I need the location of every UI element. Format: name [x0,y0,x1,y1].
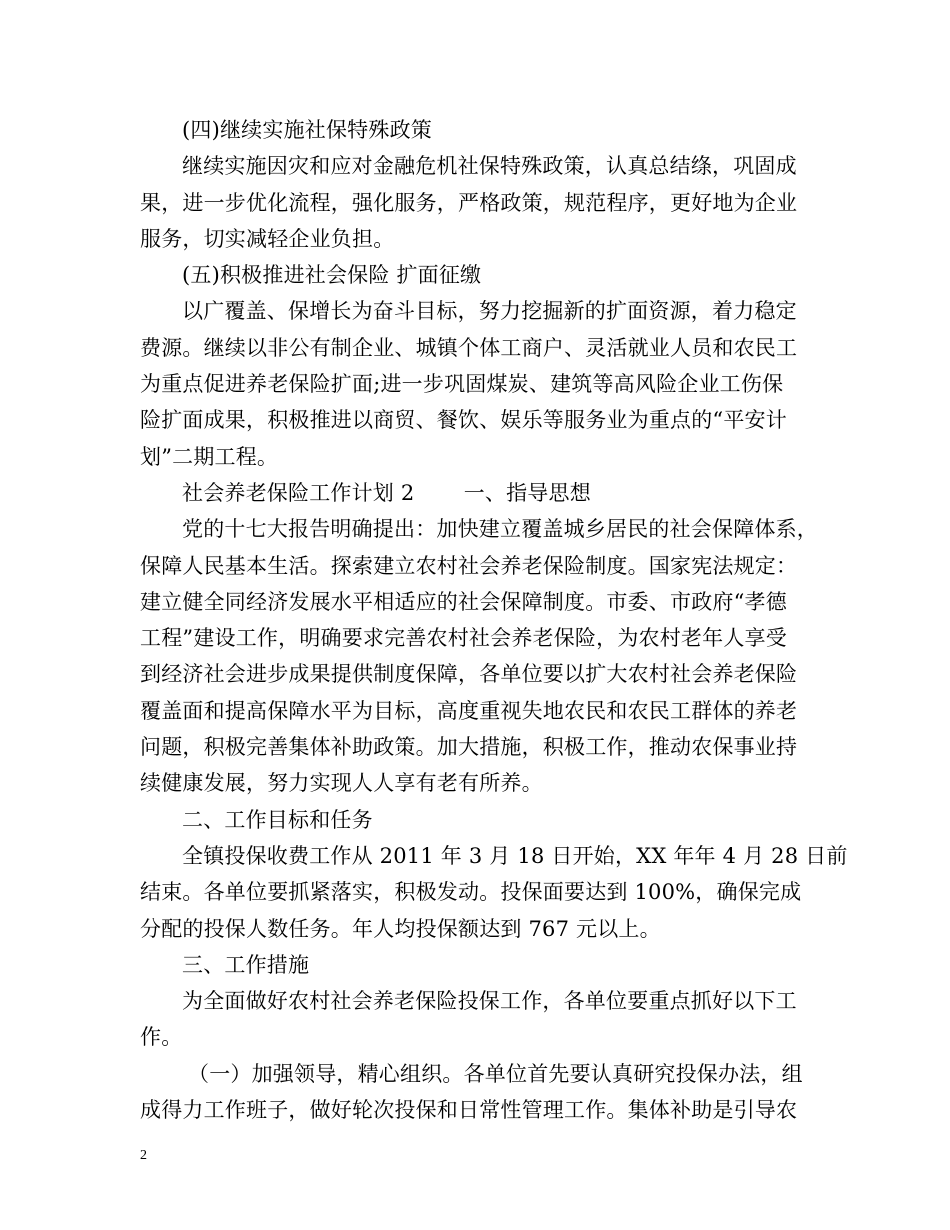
section-heading: 二、工作目标和任务 [182,807,373,832]
paragraph-line: 划”二期工程。 [140,444,279,469]
paragraph-line: 分配的投保人数任务。年人均投保额达到 767 元以上。 [140,916,661,941]
paragraph-line: 覆盖面和提高保障水平为目标，高度重视失地农民和农民工群体的养老 [140,698,798,723]
paragraph-line: 成得力工作班子，做好轮次投保和日常性管理工作。集体补助是引导农 [140,1098,798,1123]
paragraph-line: 险扩面成果，积极推进以商贸、餐饮、娱乐等服务业为重点的“平安计 [140,408,787,433]
paragraph-line: 问题，积极完善集体补助政策。加大措施，积极工作，推动农保事业持 [140,735,798,760]
paragraph-line: 建立健全同经济发展水平相适应的社会保障制度。市委、市政府“孝德 [140,589,787,614]
paragraph-line: 续健康发展，努力实现人人享有老有所养。 [140,771,543,796]
paragraph-line: 服务，切实减轻企业负担。 [140,226,395,251]
paragraph-line: 结束。各单位要抓紧落实，积极发动。投保面要达到 100%，确保完成 [140,880,802,905]
section-heading: (四)继续实施社保特殊政策 [182,118,432,142]
paragraph-line: 为全面做好农村社会养老保险投保工作，各单位要重点抓好以下工 [182,989,797,1014]
section-heading: (五)积极推进社会保险 扩面征缴 [182,263,482,288]
paragraph-line: 到经济社会进步成果提供制度保障，各单位要以扩大农村社会养老保险 [140,662,798,687]
paragraph-line: 为重点促进养老保险扩面;进一步巩固煤炭、建筑等高风险企业工伤保 [140,372,784,397]
paragraph-line: （一）加强领导，精心组织。各单位首先要认真研究投保办法，组 [188,1061,803,1086]
section-heading: 社会养老保险工作计划 2 一、指导思想 [182,480,591,505]
paragraph-line: 保障人民基本生活。探索建立农村社会养老保险制度。国家宪法规定： [140,553,798,578]
paragraph-line: 费源。继续以非公有制企业、城镇个体工商户、灵活就业人员和农民工 [140,335,798,360]
paragraph-line: 果，进一步优化流程，强化服务，严格政策，规范程序，更好地为企业 [140,190,798,215]
paragraph-line: 继续实施因灾和应对金融危机社保特殊政策，认真总结绦，巩固成 [182,154,797,179]
paragraph-line: 工程”建设工作，明确要求完善农村社会养老保险，为农村老年人享受 [140,626,787,651]
paragraph-line: 党的十七大报告明确提出：加快建立覆盖城乡居民的社会保障体系， [182,517,818,542]
page-number: 2 [140,1148,147,1163]
paragraph-line: 以广覆盖、保增长为奋斗目标，努力挖掘新的扩面资源，着力稳定 [182,299,797,324]
paragraph-line: 作。 [140,1025,183,1050]
paragraph-line: 全镇投保收费工作从 2011 年 3 月 18 日开始，XX 年年 4 月 28 日前 [182,843,848,868]
section-heading: 三、工作措施 [182,952,310,977]
document-body [140,112,848,1128]
